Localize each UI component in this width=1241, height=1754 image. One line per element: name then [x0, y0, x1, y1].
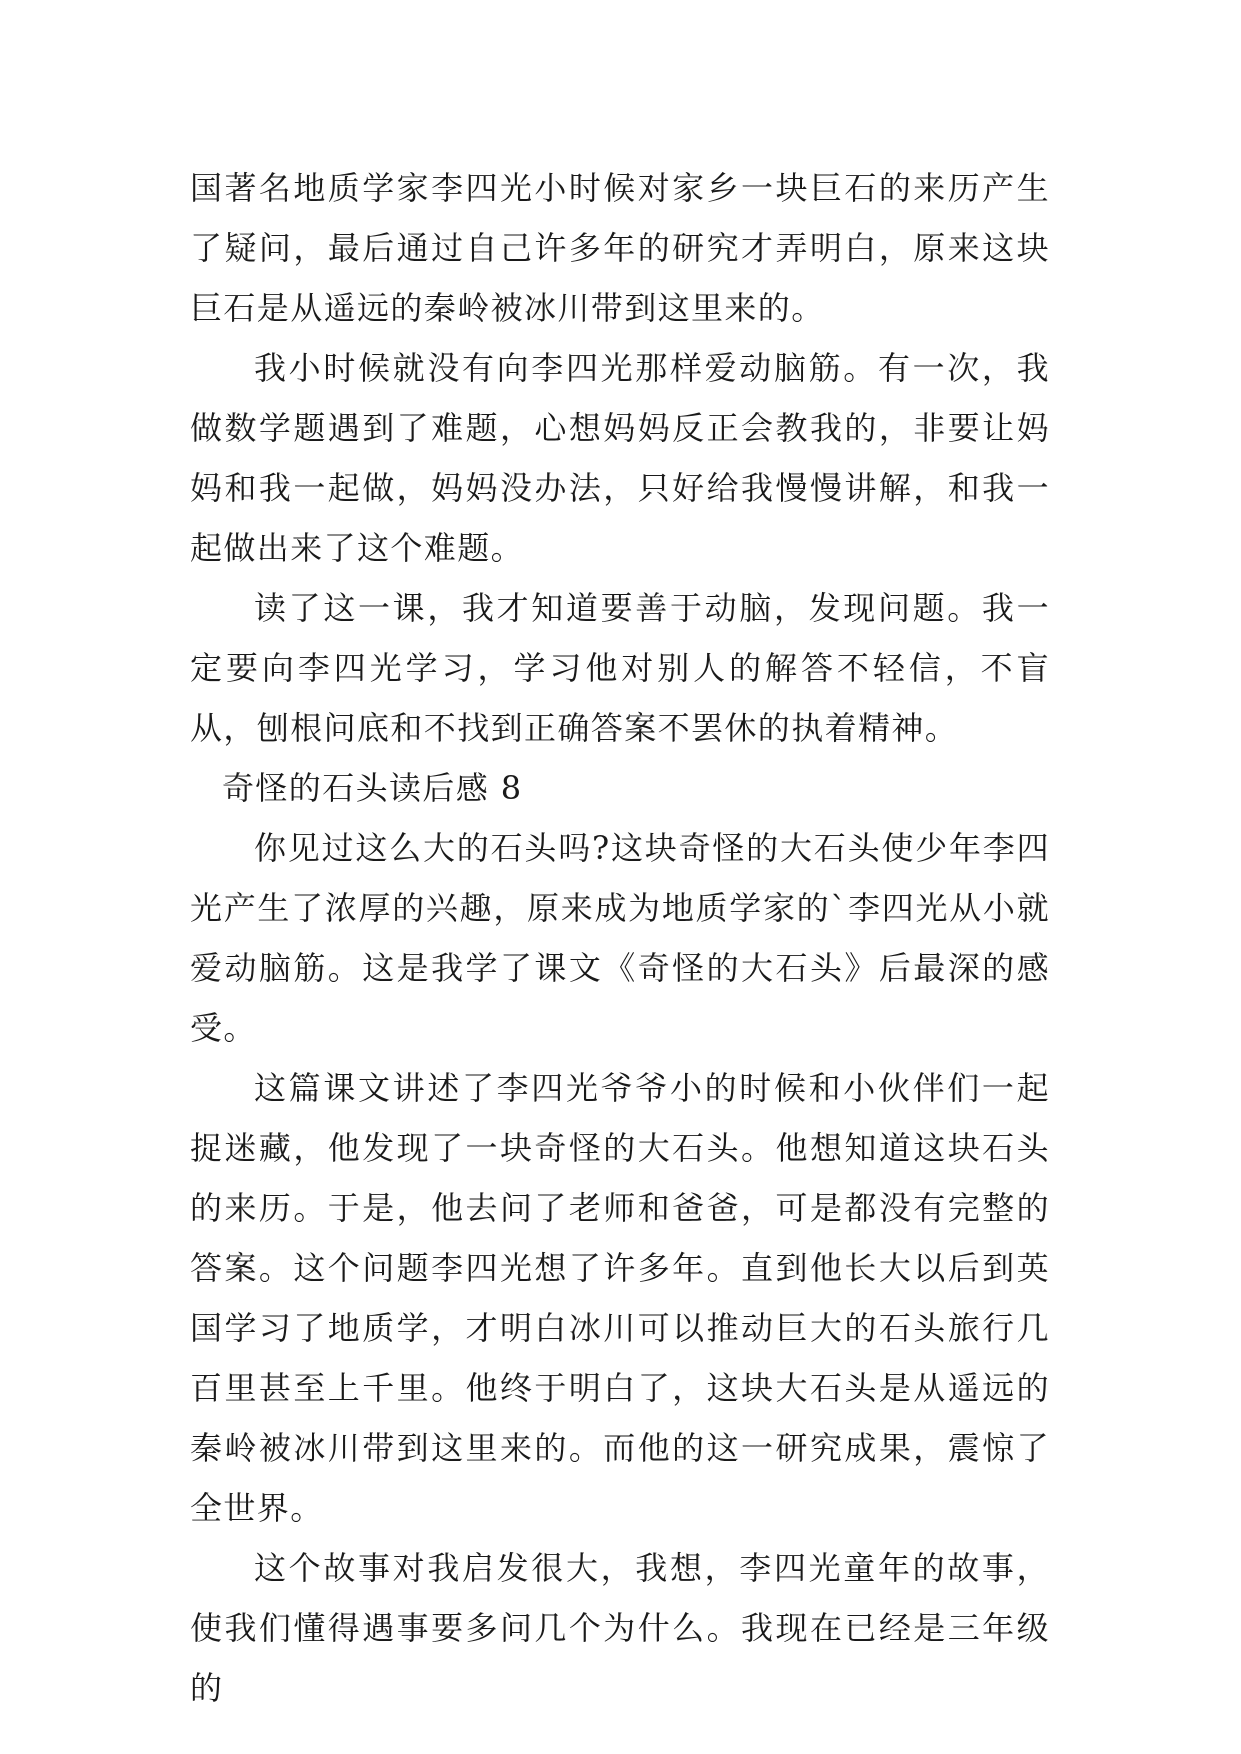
paragraph-big-stone: 你见过这么大的石头吗?这块奇怪的大石头使少年李四光产生了浓厚的兴趣，原来成为地质学家的`李四光从小就爱动脑筋。这是我学了课文《奇怪的大石头》后最深的感受。	[190, 829, 1050, 1047]
paragraph-continued: 国著名地质学家李四光小时候对家乡一块巨石的来历产生了疑问，最后通过自己许多年的研究才弄明白，原来这块巨石是从遥远的秦岭被冰川带到这里来的。	[190, 169, 1050, 327]
paragraph-math-problem: 我小时候就没有向李四光那样爱动脑筋。有一次，我做数学题遇到了难题，心想妈妈反正会教我的，非要让妈妈和我一起做，妈妈没办法，只好给我慢慢讲解，和我一起做出来了这个难题。	[190, 349, 1050, 567]
paragraph-story-summary: 这篇课文讲述了李四光爷爷小的时候和小伙伴们一起捉迷藏，他发现了一块奇怪的大石头。他想知道这块石头的来历。于是，他去问了老师和爸爸，可是都没有完整的答案。这个问题李四光想了许多年。直到他长大以后到英国学习了地质学，才明白冰川可以推动巨大的石头旅行几百里甚至上千里。他终于明白了，这块大石头是从遥远的秦岭被冰川带到这里来的。而他的这一研究成果，震惊了全世界。	[190, 1069, 1050, 1527]
section-title: 奇怪的石头读后感 8	[222, 769, 523, 807]
document-body	[190, 158, 1050, 1718]
paragraph-lesson-learned: 读了这一课，我才知道要善于动脑，发现问题。我一定要向李四光学习，学习他对别人的解答不轻信，不盲从，刨根问底和不找到正确答案不罢休的执着精神。	[190, 589, 1050, 747]
paragraph-inspiration: 这个故事对我启发很大，我想，李四光童年的故事，使我们懂得遇事要多问几个为什么。我现在已经是三年级的	[190, 1549, 1050, 1707]
